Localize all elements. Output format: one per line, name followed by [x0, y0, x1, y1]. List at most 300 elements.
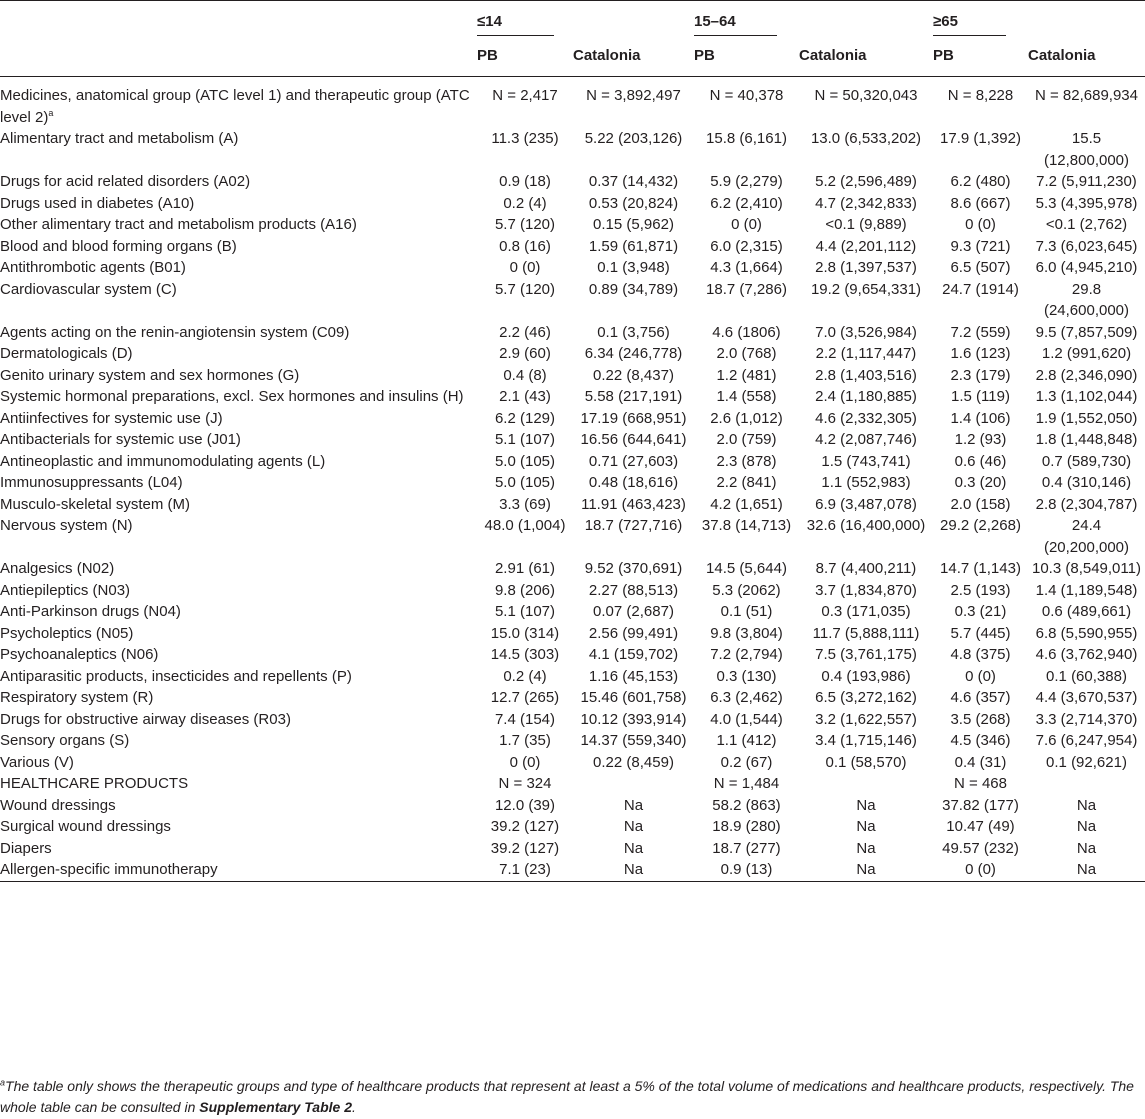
- table-cell: 1.4 (558): [716, 388, 777, 405]
- table-cell: 0.6 (46): [954, 452, 1007, 470]
- row-label: [0, 687, 477, 709]
- table-cell: 0.1 (3,948): [597, 259, 670, 276]
- table-cell: Na: [856, 818, 876, 835]
- table-cell: 0.07 (2,687): [593, 603, 674, 620]
- table-cell: Na: [1076, 796, 1097, 814]
- footnote-ref: a: [48, 107, 54, 118]
- table-cell: N = 468: [954, 775, 1007, 792]
- table-cell: 4.6 (357): [950, 689, 1011, 706]
- table-row: [0, 687, 1145, 709]
- table-cell: 6.34 (246,778): [584, 345, 683, 362]
- table-row: [0, 279, 1145, 322]
- column-header: PB: [694, 47, 715, 65]
- table-row: [0, 601, 1145, 623]
- row-label-text: Alimentary tract and metabolism (A): [0, 130, 239, 147]
- table-row: [0, 515, 1145, 558]
- table-row: [0, 128, 1145, 171]
- table-row: [0, 795, 1145, 817]
- table-cell: 0.15 (5,962): [593, 216, 674, 233]
- table-cell: 0 (0): [509, 753, 541, 771]
- table-cell: [1028, 773, 1145, 795]
- row-label-text: Diapers: [0, 839, 52, 857]
- row-label-text: Respiratory system (R): [0, 689, 154, 706]
- table-row: [0, 730, 1145, 752]
- table-cell: 17.19 (668,951): [580, 409, 687, 427]
- row-label-text: Drugs for obstructive airway diseases (R03): [0, 710, 291, 728]
- table-cell: 11.3 (235): [491, 130, 559, 147]
- header-group-label: ≥65: [933, 11, 1006, 37]
- table-cell: 24.7 (1914): [942, 280, 1019, 298]
- table-cell: <0.1 (2,762): [1045, 216, 1128, 233]
- row-label-text: Systemic hormonal preparations, excl. Sex hormones and insulins (H): [0, 388, 464, 405]
- table-cell: 18.7 (727,716): [584, 517, 683, 534]
- table-cell: 5.7 (120): [494, 216, 556, 233]
- table-cell: 6.0 (4,945,210): [1035, 259, 1138, 276]
- table-cell: 5.0 (105): [494, 474, 556, 491]
- table-cell: 0.4 (8): [503, 366, 547, 384]
- table-cell: 16.56 (644,641): [580, 431, 687, 448]
- table-cell: 4.2 (1,651): [710, 495, 783, 513]
- header-corner: [0, 0, 477, 36]
- header-group: [694, 0, 933, 36]
- table-cell: 3.2 (1,622,557): [815, 710, 917, 728]
- table-cell: 39.2 (127): [490, 818, 560, 835]
- column-header: Catalonia: [573, 47, 641, 65]
- table-cell: 1.16 (45,153): [588, 667, 679, 685]
- table-cell: 14.7 (1,143): [940, 560, 1021, 577]
- table-cell: 4.5 (346): [950, 732, 1011, 749]
- table-cell: 5.2 (2,596,489): [815, 173, 917, 190]
- table-cell: 0.3 (171,035): [821, 603, 911, 620]
- table-cell: 0.3 (130): [716, 667, 777, 685]
- table-cell: 37.8 (14,713): [701, 517, 792, 534]
- table-row: [0, 77, 1145, 129]
- table-cell: 7.0 (3,526,984): [815, 323, 917, 341]
- table-row: [0, 494, 1145, 516]
- row-label: [0, 472, 477, 494]
- table-row: [0, 752, 1145, 774]
- table-cell: 1.9 (1,552,050): [1035, 409, 1138, 427]
- row-label-text: Dermatologicals (D): [0, 345, 133, 362]
- table-cell: 0.1 (58,570): [825, 753, 907, 771]
- table-cell: 49.57 (232): [942, 839, 1019, 857]
- row-label-text: Musculo-skeletal system (M): [0, 495, 191, 513]
- row-label: [0, 623, 477, 645]
- table-cell: 4.2 (2,087,746): [815, 431, 917, 448]
- table-cell: 17.9 (1,392): [940, 130, 1021, 147]
- column-header: Catalonia: [799, 47, 867, 65]
- table-cell: 2.91 (61): [494, 560, 556, 577]
- table-cell: 9.52 (370,691): [584, 560, 683, 577]
- table-cell: 0.8 (16): [499, 237, 551, 255]
- table-row: [0, 580, 1145, 602]
- table-cell: 2.2 (1,117,447): [815, 345, 917, 362]
- table-cell: 4.4 (3,670,537): [1035, 689, 1138, 706]
- table-cell: Na: [856, 861, 876, 878]
- table-cell: 1.3 (1,102,044): [1035, 388, 1138, 405]
- table-cell: 7.2 (559): [950, 323, 1011, 341]
- table-cell: 9.8 (206): [494, 581, 556, 599]
- row-label-text: Surgical wound dressings: [0, 818, 171, 835]
- table-cell: Na: [1076, 839, 1097, 857]
- row-label: [0, 171, 477, 193]
- table-cell: 58.2 (863): [712, 796, 781, 814]
- table-cell: 12.7 (265): [490, 689, 560, 706]
- header-group: [933, 0, 1145, 36]
- table-cell: 6.2 (2,410): [710, 194, 783, 212]
- row-label: [0, 558, 477, 580]
- table-cell: [573, 773, 694, 795]
- table-cell: 12.0 (39): [494, 796, 556, 814]
- table-cell: 0.2 (4): [503, 667, 547, 685]
- table-cell: 1.1 (412): [716, 732, 777, 749]
- row-label: [0, 236, 477, 258]
- row-label-text: Genito urinary system and sex hormones (G): [0, 366, 300, 384]
- table-cell: 9.3 (721): [950, 237, 1011, 255]
- table-cell: 5.1 (107): [494, 431, 556, 448]
- table-cell: 3.4 (1,715,146): [815, 732, 917, 749]
- header-group: [477, 0, 694, 36]
- table-cell: 7.1 (23): [499, 861, 551, 878]
- row-label: [0, 644, 477, 666]
- table-cell: 0.22 (8,459): [593, 753, 674, 771]
- row-label: [0, 128, 477, 171]
- table-cell: 1.4 (1,189,548): [1035, 581, 1138, 599]
- table-row: [0, 257, 1145, 279]
- header-group-row: [0, 0, 1145, 36]
- table-cell: 1.4 (106): [950, 409, 1011, 427]
- table-cell: 3.7 (1,834,870): [815, 581, 917, 599]
- row-label: [0, 214, 477, 236]
- table-cell: 0.89 (34,789): [588, 280, 679, 298]
- table-cell: 3.5 (268): [950, 710, 1011, 728]
- row-label: [0, 193, 477, 215]
- table-cell: 6.2 (480): [950, 173, 1011, 190]
- table-row: [0, 666, 1145, 688]
- table-cell: 6.8 (5,590,955): [1035, 624, 1138, 642]
- footnote-end: .: [352, 1099, 356, 1115]
- table-cell: 6.0 (2,315): [710, 237, 783, 255]
- row-label-text: Agents acting on the renin-angiotensin system (C09): [0, 323, 350, 341]
- table-cell: 6.9 (3,487,078): [815, 495, 917, 513]
- table-cell: 0 (0): [965, 861, 996, 878]
- row-label-text: Analgesics (N02): [0, 560, 115, 577]
- table-cell: 37.82 (177): [942, 796, 1019, 814]
- table-cell: 4.3 (1,664): [710, 259, 783, 276]
- table-cell: 14.5 (5,644): [706, 560, 787, 577]
- table-cell: 7.4 (154): [494, 710, 556, 728]
- row-label: [0, 494, 477, 516]
- table-cell: 4.6 (2,332,305): [815, 409, 917, 427]
- table-cell: 1.5 (743,741): [821, 452, 911, 470]
- table-cell: Na: [856, 796, 876, 814]
- table-cell: 3.3 (2,714,370): [1035, 710, 1138, 728]
- table-cell: 9.8 (3,804): [710, 624, 783, 642]
- table-cell: 1.2 (991,620): [1041, 345, 1132, 362]
- table-cell: 11.91 (463,423): [581, 495, 686, 513]
- table-cell: 7.2 (5,911,230): [1036, 173, 1137, 190]
- row-label: [0, 580, 477, 602]
- table-cell: 48.0 (1,004): [484, 517, 566, 534]
- column-header: PB: [477, 47, 498, 65]
- table-cell: 6.5 (507): [950, 259, 1011, 276]
- table-cell: 6.5 (3,272,162): [815, 689, 917, 706]
- table-cell: [799, 773, 933, 795]
- table-cell: 2.5 (193): [950, 581, 1011, 599]
- row-label-text: Antineoplastic and immunomodulating agents (L): [0, 452, 326, 470]
- table-cell: N = 50,320,043: [814, 87, 918, 104]
- table-row: [0, 859, 1145, 881]
- row-label: [0, 77, 477, 129]
- table-cell: 2.8 (1,397,537): [815, 259, 917, 276]
- table-cell: 10.47 (49): [946, 818, 1015, 835]
- table-cell: Na: [623, 861, 644, 878]
- table-cell: 0 (0): [509, 259, 541, 276]
- row-label: [0, 515, 477, 558]
- table-cell: 24.4 (20,200,000): [1043, 517, 1130, 556]
- table-cell: 2.0 (768): [716, 345, 777, 362]
- table-cell: 2.9 (60): [499, 345, 551, 362]
- table-cell: <0.1 (9,889): [825, 216, 907, 233]
- row-label-text: Blood and blood forming organs (B): [0, 237, 237, 255]
- table-cell: 5.58 (217,191): [584, 388, 683, 405]
- table-row: [0, 451, 1145, 473]
- table-cell: 9.5 (7,857,509): [1035, 323, 1138, 341]
- row-label: [0, 730, 477, 752]
- table-cell: 1.2 (481): [716, 366, 777, 384]
- table-cell: 7.2 (2,794): [710, 646, 783, 663]
- row-label: [0, 816, 477, 838]
- table-row: [0, 838, 1145, 860]
- table-cell: 0.9 (13): [720, 861, 773, 878]
- row-label-text: Antiepileptics (N03): [0, 581, 131, 599]
- table-row: [0, 773, 1145, 795]
- row-label-text: Drugs used in diabetes (A10): [0, 194, 195, 212]
- table-cell: 15.8 (6,161): [706, 130, 787, 147]
- table-cell: 1.59 (61,871): [588, 237, 679, 255]
- table-row: [0, 816, 1145, 838]
- table-cell: 5.9 (2,279): [710, 173, 783, 190]
- table-cell: 2.2 (841): [716, 474, 777, 491]
- table-cell: 1.6 (123): [950, 345, 1011, 362]
- row-label: [0, 838, 477, 860]
- table-cell: 7.3 (6,023,645): [1035, 237, 1138, 255]
- table-cell: 19.2 (9,654,331): [810, 280, 922, 298]
- table-row: [0, 365, 1145, 387]
- table-cell: Na: [856, 839, 876, 857]
- table-row: [0, 322, 1145, 344]
- table-cell: 0.37 (14,432): [588, 173, 679, 190]
- table-cell: 14.5 (303): [490, 646, 560, 663]
- table-cell: 0 (0): [731, 216, 762, 233]
- row-label-text: Drugs for acid related disorders (A02): [0, 173, 251, 190]
- table-cell: 14.37 (559,340): [580, 732, 687, 749]
- footnote-marker: a: [0, 1077, 6, 1088]
- table-cell: 5.7 (120): [494, 280, 556, 298]
- table-cell: 1.7 (35): [499, 732, 551, 749]
- table-row: [0, 709, 1145, 731]
- header-sub-row: [0, 36, 1145, 77]
- row-label: [0, 773, 477, 795]
- table-cell: N = 324: [498, 775, 552, 792]
- table-cell: 15.5 (12,800,000): [1043, 130, 1130, 169]
- row-label-text: Antibacterials for systemic use (J01): [0, 431, 241, 448]
- column-header: Catalonia: [1028, 47, 1096, 65]
- table-cell: 18.7 (277): [712, 839, 781, 857]
- row-label-text: Immunosuppressants (L04): [0, 474, 183, 491]
- row-label-text: Medicines, anatomical group (ATC level 1) and therapeutic group (ATC level 2): [0, 87, 470, 126]
- table-cell: 8.6 (667): [950, 194, 1011, 212]
- header-group-label: ≤14: [477, 11, 554, 37]
- row-label-text: Cardiovascular system (C): [0, 280, 177, 298]
- row-label-text: Psychoanaleptics (N06): [0, 646, 159, 663]
- table-cell: 0.3 (20): [954, 474, 1007, 491]
- table-footnote: [0, 1076, 1140, 1118]
- row-label-text: HEALTHCARE PRODUCTS: [0, 775, 189, 792]
- table-cell: 0.3 (21): [954, 603, 1007, 620]
- table-cell: 4.1 (159,702): [588, 646, 679, 663]
- table-cell: 1.8 (1,448,848): [1035, 431, 1138, 448]
- table-row: [0, 623, 1145, 645]
- row-label: [0, 322, 477, 344]
- table-cell: Na: [1076, 861, 1097, 878]
- table-row: [0, 236, 1145, 258]
- table-cell: 1.1 (552,983): [821, 474, 911, 491]
- row-label: [0, 709, 477, 731]
- table-cell: 3.3 (69): [499, 495, 551, 513]
- footnote-text: The table only shows the therapeutic groups and type of healthcare products that represent at least a 5% of the total volume of medications and healthcare products, respectively. The whole table can be consulted in: [0, 1078, 1134, 1115]
- table-cell: 5.3 (4,395,978): [1035, 194, 1138, 212]
- table-cell: 5.0 (105): [494, 452, 556, 470]
- table-cell: 18.7 (7,286): [706, 280, 787, 298]
- table-cell: 0 (0): [965, 667, 996, 685]
- table-cell: 0.4 (31): [954, 753, 1007, 771]
- row-label-text: Wound dressings: [0, 796, 116, 814]
- table-cell: 7.6 (6,247,954): [1035, 732, 1138, 749]
- row-label: [0, 451, 477, 473]
- row-label: [0, 666, 477, 688]
- supplementary-link[interactable]: Supplementary Table 2: [199, 1099, 352, 1115]
- column-header: PB: [933, 47, 954, 65]
- row-label-text: Various (V): [0, 753, 74, 771]
- table-row: [0, 644, 1145, 666]
- table-cell: 39.2 (127): [490, 839, 560, 857]
- row-label: [0, 386, 477, 408]
- table-cell: 4.6 (1806): [712, 323, 781, 341]
- table-cell: 0.2 (4): [503, 194, 547, 212]
- table-cell: N = 82,689,934: [1034, 87, 1138, 104]
- table-cell: N = 40,378: [709, 87, 784, 104]
- row-label-text: Antithrombotic agents (B01): [0, 259, 186, 276]
- table-cell: 8.7 (4,400,211): [815, 560, 917, 577]
- table-cell: 4.7 (2,342,833): [815, 194, 917, 212]
- row-label-text: Other alimentary tract and metabolism products (A16): [0, 216, 357, 233]
- table-cell: 0.22 (8,437): [593, 366, 674, 384]
- table-cell: 2.3 (179): [950, 366, 1011, 384]
- table-cell: 5.3 (2062): [712, 581, 781, 599]
- row-label: [0, 795, 477, 817]
- table-cell: 0.1 (60,388): [1046, 667, 1127, 685]
- row-label: [0, 408, 477, 430]
- table-cell: 10.12 (393,914): [580, 710, 687, 728]
- table-cell: 0.4 (193,986): [821, 667, 911, 685]
- row-label: [0, 859, 477, 881]
- table-cell: 2.4 (1,180,885): [815, 388, 917, 405]
- table-cell: Na: [1076, 818, 1097, 835]
- table-cell: Na: [623, 839, 644, 857]
- table-cell: 2.27 (88,513): [588, 581, 679, 599]
- row-label-text: Psycholeptics (N05): [0, 624, 134, 642]
- table-row: [0, 558, 1145, 580]
- table-cell: 0 (0): [965, 216, 996, 233]
- table-cell: 2.8 (1,403,516): [815, 366, 917, 384]
- table-row: [0, 171, 1145, 193]
- table-row: [0, 408, 1145, 430]
- table-cell: 0.48 (18,616): [588, 474, 679, 491]
- table-cell: 7.5 (3,761,175): [815, 646, 917, 663]
- table-body: [0, 77, 1145, 882]
- row-label: [0, 752, 477, 774]
- table-row: [0, 386, 1145, 408]
- table-cell: 1.5 (119): [951, 388, 1010, 405]
- table-cell: 2.8 (2,304,787): [1035, 495, 1138, 513]
- table-cell: 2.8 (2,346,090): [1035, 366, 1138, 384]
- table-cell: 15.46 (601,758): [580, 689, 687, 706]
- row-label: [0, 601, 477, 623]
- table-cell: 0.71 (27,603): [588, 452, 679, 470]
- header-group-label: 15–64: [694, 11, 777, 37]
- table-row: [0, 429, 1145, 451]
- row-label: [0, 429, 477, 451]
- row-label: [0, 343, 477, 365]
- table-cell: 4.4 (2,201,112): [815, 237, 917, 255]
- table-cell: N = 1,484: [713, 775, 780, 792]
- table-row: [0, 343, 1145, 365]
- table-cell: 1.2 (93): [954, 431, 1007, 448]
- table-cell: 5.1 (107): [494, 603, 556, 620]
- table-cell: 2.0 (759): [716, 431, 777, 448]
- table-cell: 6.3 (2,462): [710, 689, 783, 706]
- row-label-text: Nervous system (N): [0, 517, 133, 534]
- table-cell: N = 3,892,497: [586, 87, 681, 104]
- table-cell: Na: [623, 796, 644, 814]
- table-cell: 10.3 (8,549,011): [1032, 560, 1141, 577]
- table-cell: 0.9 (18): [499, 173, 551, 190]
- table-cell: 18.9 (280): [712, 818, 781, 835]
- header-corner: [0, 36, 477, 77]
- table-cell: 0.6 (489,661): [1041, 603, 1132, 620]
- table-cell: 13.0 (6,533,202): [810, 130, 922, 147]
- row-label-text: Antiinfectives for systemic use (J): [0, 409, 223, 427]
- table-cell: 2.3 (878): [716, 452, 777, 470]
- table-cell: 0.7 (589,730): [1041, 452, 1132, 470]
- table-row: [0, 472, 1145, 494]
- table-cell: Na: [623, 818, 644, 835]
- table-cell: 2.6 (1,012): [710, 409, 783, 427]
- table-cell: 2.56 (99,491): [588, 624, 679, 642]
- table-cell: 0.53 (20,824): [588, 194, 679, 212]
- table-cell: 4.6 (3,762,940): [1035, 646, 1138, 663]
- table-cell: 32.6 (16,400,000): [806, 517, 926, 534]
- row-label: [0, 279, 477, 322]
- row-label: [0, 365, 477, 387]
- row-label-text: Sensory organs (S): [0, 732, 130, 749]
- table-cell: 0.2 (67): [720, 753, 773, 771]
- table-cell: 29.2 (2,268): [940, 517, 1021, 534]
- table-cell: 4.0 (1,544): [710, 710, 783, 728]
- table-cell: 0.1 (51): [720, 603, 773, 620]
- table-row: [0, 214, 1145, 236]
